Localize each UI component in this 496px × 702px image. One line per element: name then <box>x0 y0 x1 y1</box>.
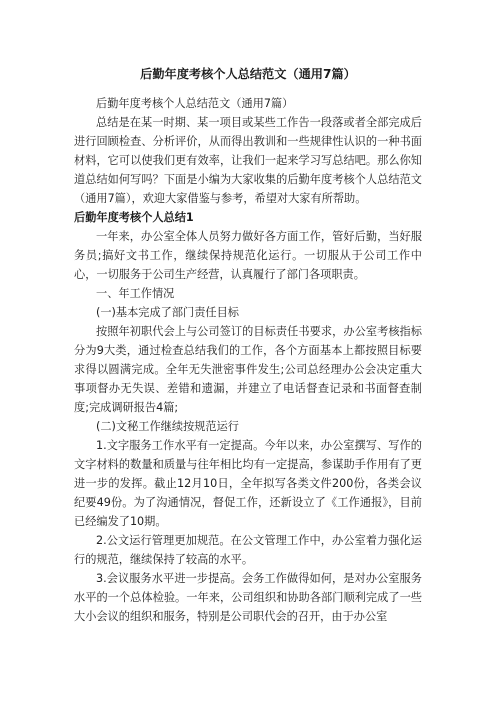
body-paragraph: 2.公文运行管理更加规范。在公文管理工作中，办公室着力强化运行的规范，继续保持了较高的水平。 <box>74 534 422 566</box>
heading-work-status: 一、年工作情况 <box>96 287 175 300</box>
intro-paragraph: 总结是在某一时期、某一项目或某些工作告一段落或者全部完成后进行回顾检查、分析评价，从而得出教训和一些规律性认识的一种书面材料，它可以使我们更有效率，让我们一起来学习写总结吧。那么你知道总结如何写吗？下面是小编为大家收集的后勤年度考核个人总结范文（通用7篇），欢迎大家借鉴与参考，希望对大家有所帮助。 <box>74 116 422 205</box>
heading-secretarial: (二)文秘工作继续按规范运行 <box>96 420 239 433</box>
heading-targets: (一)基本完成了部门责任目标 <box>96 306 239 319</box>
body-paragraph: 3.会议服务水平进一步提高。会务工作做得如何，是对办公室服务水平的一个总体检验。一年来，公司组织和协助各部门顺利完成了一些大小会议的组织和服务，特别是公司职代会的召开，由于办公室 <box>74 572 422 623</box>
body-paragraph: 按照年初职代会上与公司签订的目标责任书要求，办公室考核指标分为9大类，通过检查总结我们的工作，各个方面基本上都按照目标要求得以圆满完成。全年无失泄密事件发生;公司总经理办公会决定重大事项督办无失误、差错和遗漏，并建立了电话督查记录和书面督查制度;完成调研报告4篇; <box>74 325 422 414</box>
document-subtitle: 后勤年度考核个人总结范文（通用7篇） <box>96 97 294 110</box>
section-heading: 后勤年度考核个人总结1 <box>74 211 194 224</box>
body-paragraph: 1.文字服务工作水平有一定提高。今年以来，办公室撰写、写作的文字材料的数量和质量与往年相比均有一定提高，参谋助手作用有了更进一步的发挥。截止12月10日，全年拟写各类文件200份，各类会议纪要49份。为了沟通情况，督促工作，还新设立了《工作通报》，目前已经编发了10期。 <box>74 439 422 528</box>
document-title: 后勤年度考核个人总结范文（通用7篇） <box>140 67 356 81</box>
body-paragraph: 一年来，办公室全体人员努力做好各方面工作，管好后勤，当好服务员;搞好文书工作，继续保持规范化运行。一切服从于公司工作中心，一切服务于公司生产经营，认真履行了部门各项职责。 <box>74 230 422 281</box>
